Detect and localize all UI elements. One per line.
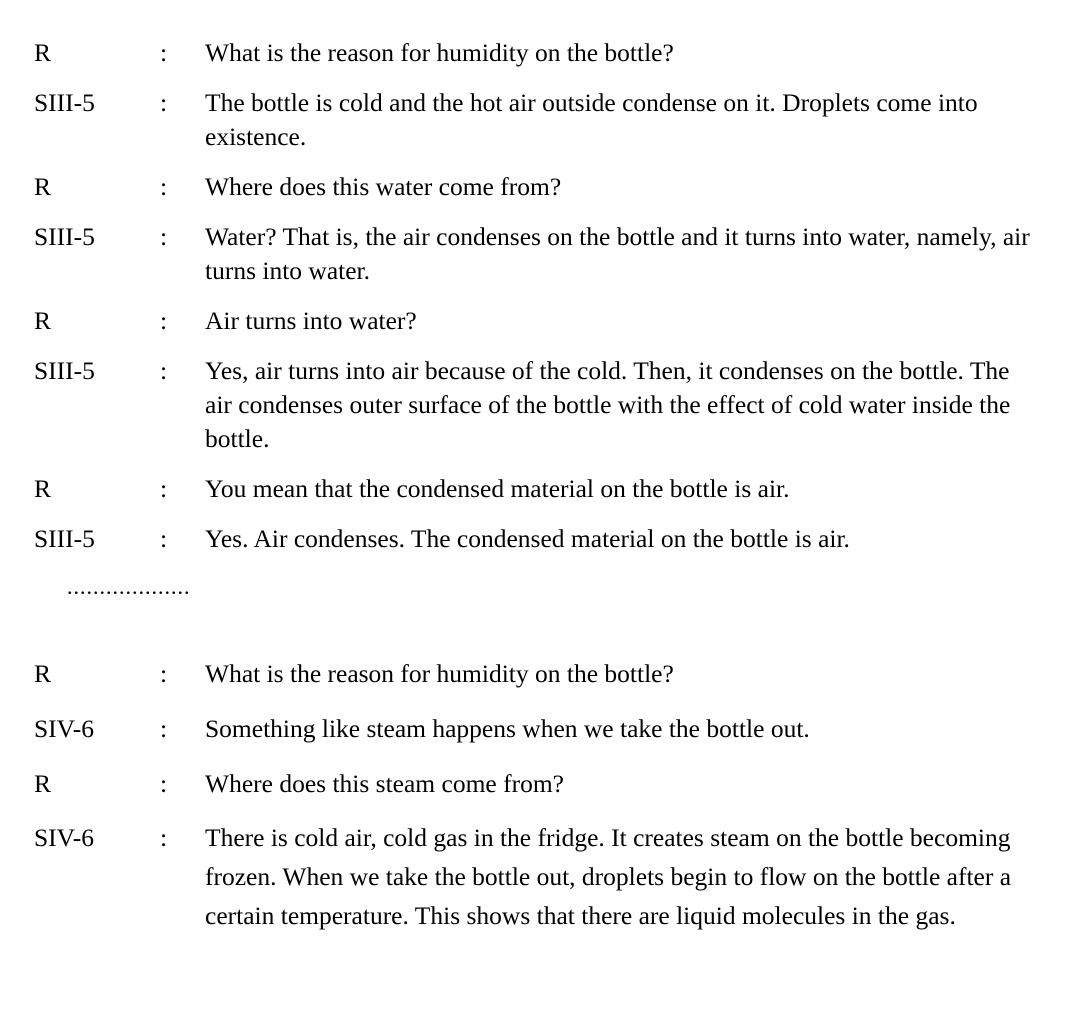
speaker-label: R	[34, 306, 52, 335]
transcript-row	[0, 819, 1080, 935]
utterance-text: Water? That is, the air condenses on the bottle and it turns into water, namely, air turns into water.	[205, 222, 1030, 285]
speaker-label: R	[34, 768, 52, 798]
speaker-label: SIV-6	[34, 823, 94, 853]
ellipsis-separator: ...................	[67, 574, 191, 599]
speaker-label: R	[34, 474, 52, 503]
utterance-text: There is cold air, cold gas in the fridge. It creates steam on the bottle becoming frozen. When we take the bottle out, droplets begin to flow on the bottle after a certain temperature. This shows that there are liquid molecules in the gas.	[205, 823, 1012, 930]
transcript-row	[0, 36, 1080, 70]
utterance-text: Yes, air turns into air because of the cold. Then, it condenses on the bottle. The air condenses outer surface of the bottle with the effect of cold water inside the bottle.	[205, 356, 1011, 453]
speaker-label: SIII-5	[34, 88, 95, 117]
utterance-text: Yes. Air condenses. The condensed material on the bottle is air.	[205, 524, 850, 553]
separator: :	[160, 172, 168, 201]
transcript-row	[0, 304, 1080, 338]
separator: :	[160, 524, 168, 553]
speaker-label: SIII-5	[34, 524, 95, 553]
speaker-label: R	[34, 38, 52, 67]
transcript-row	[0, 220, 1080, 288]
transcript-row	[0, 655, 1080, 694]
transcript-row	[0, 472, 1080, 506]
utterance-text: Air turns into water?	[205, 306, 417, 335]
utterance-text: What is the reason for humidity on the bottle?	[205, 659, 674, 688]
speaker-label: R	[34, 659, 52, 688]
utterance-text: What is the reason for humidity on the bottle?	[205, 38, 674, 67]
speaker-label: SIV-6	[34, 713, 94, 743]
speaker-label: SIII-5	[34, 356, 95, 385]
separator: :	[160, 768, 168, 798]
separator: :	[160, 38, 168, 67]
separator: :	[160, 88, 168, 117]
utterance-text: You mean that the condensed material on the bottle is air.	[205, 474, 790, 503]
transcript-row	[0, 522, 1080, 556]
speaker-label: R	[34, 172, 52, 201]
transcript-row	[0, 710, 1080, 749]
speaker-label: SIII-5	[34, 222, 95, 251]
separator: :	[160, 306, 168, 335]
transcript-block-1	[0, 36, 1080, 572]
transcript-row	[0, 354, 1080, 456]
utterance-text: Something like steam happens when we take the bottle out.	[205, 713, 810, 743]
separator: :	[160, 222, 168, 251]
separator: :	[160, 659, 168, 688]
separator: :	[160, 713, 168, 743]
transcript-row	[0, 765, 1080, 804]
utterance-text: Where does this steam come from?	[205, 768, 564, 798]
transcript-row	[0, 86, 1080, 154]
utterance-text: Where does this water come from?	[205, 172, 562, 201]
utterance-text: The bottle is cold and the hot air outside condense on it. Droplets come into existence.	[205, 88, 978, 151]
separator: :	[160, 356, 168, 385]
separator: :	[160, 474, 168, 503]
separator: :	[160, 823, 168, 853]
transcript-row	[0, 170, 1080, 204]
transcript-block-2	[0, 655, 1080, 952]
